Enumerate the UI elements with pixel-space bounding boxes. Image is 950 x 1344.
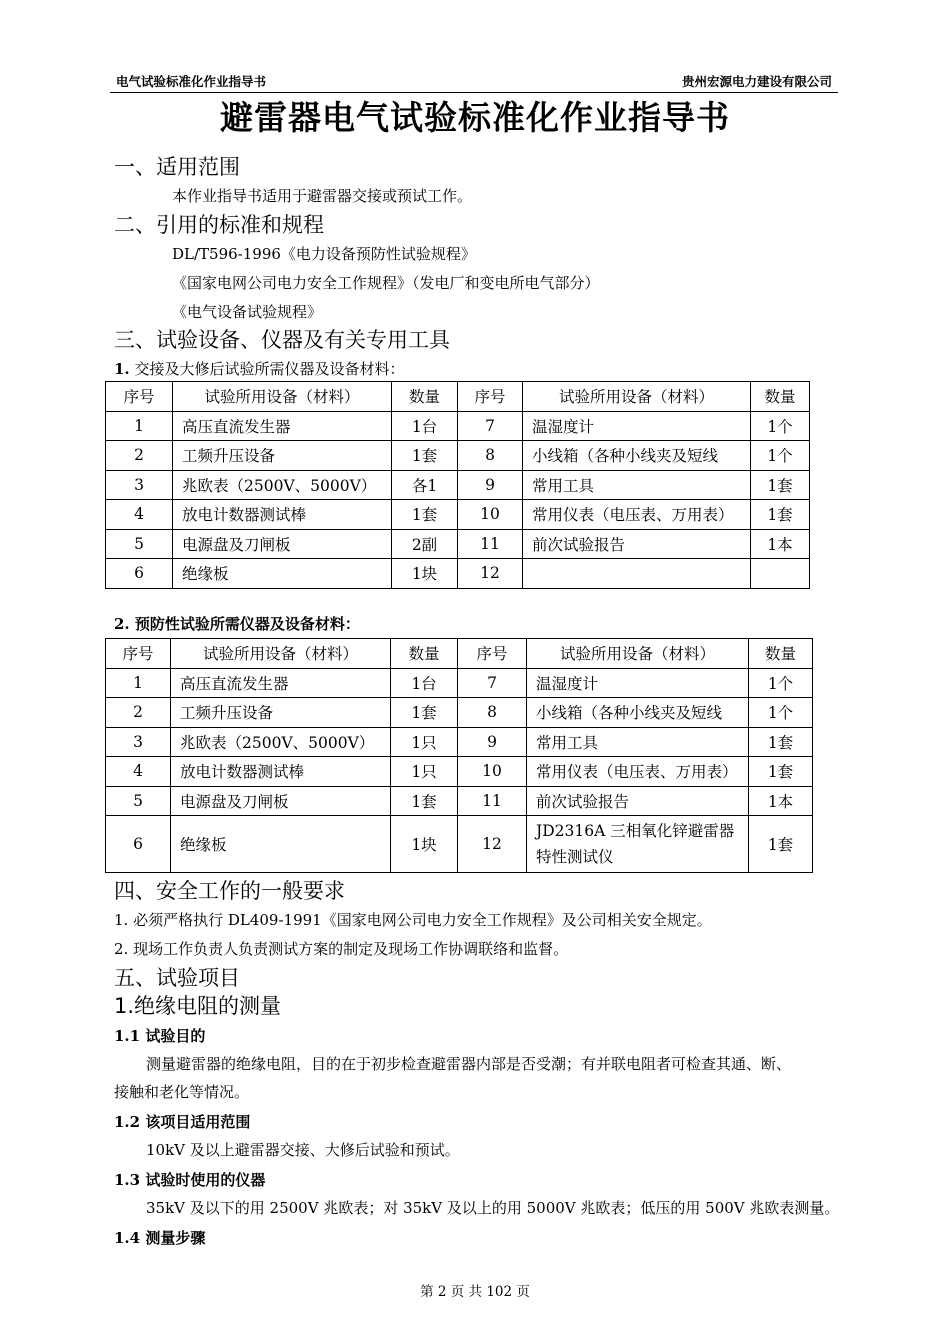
table-cell: 5 [106, 786, 171, 816]
header-cell: 试验所用设备（材料） [527, 639, 749, 669]
table-cell: 5 [106, 529, 173, 559]
table-cell: 放电计数器测试棒 [171, 757, 391, 787]
table-cell: 2副 [392, 529, 458, 559]
table-row [106, 470, 810, 500]
header-cell: 数量 [751, 382, 810, 412]
table-cell [523, 559, 751, 589]
paragraph-line: 35kV 及以下的用 2500V 兆欧表；对 35kV 及以上的用 5000V 兆欧表；低压的用 500V 兆欧表测量。 [146, 1199, 840, 1217]
table-cell: 12 [458, 559, 523, 589]
subsection-title: 1.3 试验时使用的仪器 [114, 1171, 266, 1189]
table-cell: 1套 [392, 441, 458, 471]
header-cell: 数量 [749, 639, 813, 669]
table-cell: 1个 [749, 698, 813, 728]
table-cell: 各1 [392, 470, 458, 500]
table-cell: 1套 [392, 500, 458, 530]
table-cell: 工频升压设备 [171, 698, 391, 728]
table-cell: 1个 [749, 668, 813, 698]
table-cell: 绝缘板 [173, 559, 392, 589]
table-row [106, 698, 813, 728]
table-cell: 1个 [751, 441, 810, 471]
table-cell: 绝缘板 [171, 816, 391, 873]
section1-heading: 一、适用范围 [114, 155, 240, 179]
table-cell: 1本 [749, 786, 813, 816]
table-cell: 1套 [391, 786, 458, 816]
table-cell: 高压直流发生器 [171, 668, 391, 698]
subsection-title: 1.4 测量步骤 [114, 1229, 206, 1247]
header-cell: 序号 [106, 639, 171, 669]
table-cell: 1台 [391, 668, 458, 698]
header-cell: 试验所用设备（材料） [173, 382, 392, 412]
paragraph-line: 测量避雷器的绝缘电阻，目的在于初步检查避雷器内部是否受潮；有并联电阻者可检查其通、断、 [146, 1055, 792, 1073]
table-cell: 1个 [751, 411, 810, 441]
table-cell: 8 [458, 698, 527, 728]
table-cell: 1只 [391, 757, 458, 787]
table-cell: 1套 [749, 816, 813, 873]
table-cell: 4 [106, 500, 173, 530]
document-title: 避雷器电气试验标准化作业指导书 [220, 98, 730, 137]
section1-text: 本作业指导书适用于避雷器交接或预试工作。 [172, 187, 473, 205]
page-footer: 第 2 页 共 102 页 [420, 1284, 530, 1300]
table-cell: 10 [458, 500, 523, 530]
sub1-caption [114, 359, 404, 379]
equipment-table-1 [105, 381, 810, 589]
table-cell: 11 [458, 529, 523, 559]
section3-heading: 三、试验设备、仪器及有关专用工具 [114, 328, 450, 352]
table-cell-multiline [527, 816, 749, 873]
table-cell: 高压直流发生器 [173, 411, 392, 441]
table-cell: 2 [106, 441, 173, 471]
table-cell: 1台 [392, 411, 458, 441]
sub1-text: 交接及大修后试验所需仪器及设备材料： [134, 360, 405, 378]
table-cell: 10 [458, 757, 527, 787]
header-cell: 序号 [106, 382, 173, 412]
table-cell: 1套 [391, 698, 458, 728]
table-row [106, 727, 813, 757]
table-cell: 1套 [749, 727, 813, 757]
header-cell: 序号 [458, 639, 527, 669]
table-row [106, 786, 813, 816]
equipment-table-2 [105, 638, 813, 873]
subsection-heading: 1.绝缘电阻的测量 [114, 994, 282, 1018]
table-cell: 11 [458, 786, 527, 816]
sub1-number: 1. [114, 360, 130, 378]
safety-item: 1. 必须严格执行 DL409-1991《国家电网公司电力安全工作规程》及公司相关安全规定。 [114, 911, 712, 929]
table-cell: 12 [458, 816, 527, 873]
table-row [106, 529, 810, 559]
paragraph-line: 10kV 及以上避雷器交接、大修后试验和预试。 [146, 1141, 460, 1159]
table-cell: 1块 [391, 816, 458, 873]
table-cell: 1套 [749, 757, 813, 787]
table-cell: 3 [106, 727, 171, 757]
subsection-title: 1.2 该项目适用范围 [114, 1113, 251, 1131]
table-cell: 常用工具 [527, 727, 749, 757]
table-cell: 1套 [751, 470, 810, 500]
table-cell: 前次试验报告 [527, 786, 749, 816]
table-cell: 放电计数器测试棒 [173, 500, 392, 530]
table-row [106, 559, 810, 589]
table-cell: 温湿度计 [527, 668, 749, 698]
table-row [106, 500, 810, 530]
section2-heading: 二、引用的标准和规程 [114, 213, 324, 237]
table-cell: 6 [106, 816, 171, 873]
table-cell: 常用仪表（电压表、万用表） [523, 500, 751, 530]
reference-item: DL/T596-1996《电力设备预防性试验规程》 [172, 245, 476, 263]
table-cell: 工频升压设备 [173, 441, 392, 471]
table-cell: 7 [458, 411, 523, 441]
sub2-caption: 2. 预防性试验所需仪器及设备材料： [114, 615, 360, 633]
table-cell: 1块 [392, 559, 458, 589]
reference-item: 《电气设备试验规程》 [172, 303, 323, 321]
cell-line-2: 特性测试仪 [536, 848, 614, 866]
table-cell: 7 [458, 668, 527, 698]
table-cell: 小线箱（各种小线夹及短线 [523, 441, 751, 471]
table-cell: 1套 [751, 500, 810, 530]
header-cell: 试验所用设备（材料） [171, 639, 391, 669]
table-cell: 1本 [751, 529, 810, 559]
table-cell: 9 [458, 727, 527, 757]
paragraph-line: 接触和老化等情况。 [114, 1083, 250, 1101]
table-cell: 电源盘及刀闸板 [171, 786, 391, 816]
safety-item: 2. 现场工作负责人负责测试方案的制定及现场工作协调联络和监督。 [114, 940, 569, 958]
header-cell: 试验所用设备（材料） [523, 382, 751, 412]
table-cell [751, 559, 810, 589]
table-cell: 1 [106, 668, 171, 698]
header-right-text: 贵州宏源电力建设有限公司 [681, 74, 832, 89]
reference-item: 《国家电网公司电力安全工作规程》（发电厂和变电所电气部分） [172, 274, 600, 292]
table-cell: 兆欧表（2500V、5000V） [173, 470, 392, 500]
table-cell: 9 [458, 470, 523, 500]
table-row [106, 668, 813, 698]
table-row [106, 441, 810, 471]
table-cell: 3 [106, 470, 173, 500]
table-cell: 6 [106, 559, 173, 589]
table-cell: 温湿度计 [523, 411, 751, 441]
section5-heading: 五、试验项目 [114, 966, 240, 990]
cell-line-1: JD2316A 三相氧化锌避雷器 [536, 822, 735, 840]
table-cell: 小线箱（各种小线夹及短线 [527, 698, 749, 728]
table-header-row [106, 639, 813, 669]
table-header-row [106, 382, 810, 412]
section4-heading: 四、安全工作的一般要求 [114, 879, 345, 903]
table-cell: 1只 [391, 727, 458, 757]
table-cell: 4 [106, 757, 171, 787]
table-row [106, 757, 813, 787]
table-cell: 常用工具 [523, 470, 751, 500]
table-cell: 电源盘及刀闸板 [173, 529, 392, 559]
table-cell: 2 [106, 698, 171, 728]
table-row [106, 816, 813, 873]
table-cell: 8 [458, 441, 523, 471]
table-cell: 兆欧表（2500V、5000V） [171, 727, 391, 757]
header-cell: 数量 [391, 639, 458, 669]
subsection-title: 1.1 试验目的 [114, 1027, 206, 1045]
header-cell: 序号 [458, 382, 523, 412]
header-cell: 数量 [392, 382, 458, 412]
table-row [106, 411, 810, 441]
header-left-text: 电气试验标准化作业指导书 [116, 74, 267, 89]
table-cell: 1 [106, 411, 173, 441]
table-cell: 常用仪表（电压表、万用表） [527, 757, 749, 787]
table-cell: 前次试验报告 [523, 529, 751, 559]
